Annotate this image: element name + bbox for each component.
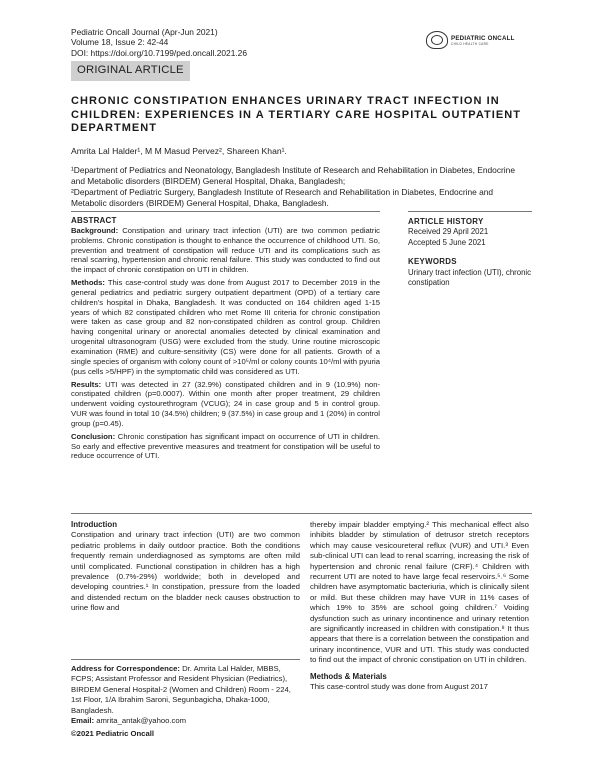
divider — [71, 211, 380, 212]
article-history-heading: ARTICLE HISTORY — [408, 217, 484, 226]
keywords-heading: KEYWORDS — [408, 257, 457, 267]
methods-body-text: This case-control study was done from August 2017 — [310, 682, 488, 692]
divider — [71, 513, 532, 514]
affiliation-1: ¹Department of Pediatrics and Neonatology, Bangladesh Institute of Research and Rehabilitation in Diabetes, Endocrine and Metabolic disorders (BIRDEM) General Hospital, Dhaka, Bangladesh; — [71, 165, 515, 186]
email-address[interactable]: amrita_antak@yahoo.com — [94, 716, 187, 726]
journal-logo — [426, 31, 515, 49]
abstract — [71, 216, 380, 464]
affiliations — [71, 165, 531, 209]
abstract-results — [71, 380, 380, 429]
correspondence-block — [71, 664, 300, 740]
abstract-background — [71, 226, 380, 275]
journal-header — [71, 27, 247, 58]
divider — [71, 659, 300, 660]
abstract-conclusion — [71, 432, 380, 462]
methods-heading: Methods & Materials — [310, 671, 387, 681]
conclusion-label: Conclusion: — [71, 431, 116, 441]
email-label: Email: — [71, 716, 95, 726]
methods-label: Methods: — [71, 278, 105, 288]
abstract-heading: ABSTRACT — [71, 216, 117, 225]
journal-doi[interactable]: DOI: https://doi.org/10.7199/ped.oncall.2021.26 — [71, 47, 247, 58]
divider — [408, 211, 532, 212]
logo-tagline: CHILD HEALTH CARE — [451, 41, 489, 46]
background-label: Background: — [71, 225, 119, 235]
results-label: Results: — [71, 379, 102, 389]
right-column-text: thereby impair bladder emptying.² This mechanical effect also inhibits bladder by stimulation of detrusor stretch receptors which may cause vesicoureteral reflux (VUR) and UTI.³ Even sub-clinical UTI can lead to renal scarring, increasing the risk of hypertension and chronic renal failure (CRF).⁴ Children with recurrent UTI are noted to have large fecal reservoirs.⁵˒⁶ Some children have asymptomatic bacteriuria, which is clinically silent or mild. But these children may have VUR in 11% cases of which 19% to 35% are school going children.⁷ Voiding dysfunction such as urinary incontinence and urinary retention are significantly increased in children with constipation.⁸ It thus appears that there is a correlation between the constipation and urinary incontinence, VUR and UTI. This study was conducted to find out the impact of chronic constipation on UTI in children. — [310, 520, 529, 665]
right-column — [310, 520, 529, 693]
correspondence-text: Dr. Amrita Lal Halder, MBBS, FCPS; Assistant Professor and Resident Physician (Pediatrics), BIRDEM General Hospital-2 (Women and Children) Room - 224, 1st Floor, 1/A Ibrahim Saroni, Segunbagicha, Dhaka-1000, Bangladesh. — [71, 664, 291, 715]
correspondence-label: Address for Correspondence: — [71, 664, 180, 673]
child-icon — [426, 31, 448, 49]
article-type-label: ORIGINAL ARTICLE — [71, 61, 190, 81]
conclusion-text: Chronic constipation has significant impact on occurrence of UTI in children. So early and effective preventive measures and treatment for constipation will be useful to reduce occurrence of UTI. — [71, 431, 380, 461]
received-date: Received 29 April 2021 — [408, 227, 489, 237]
background-text: Constipation and urinary tract infection (UTI) are two common pediatric problems. Chronic constipation is thought to enhance the occurrence of childhood UTI. So, prevention and treatment of constipation will reduce UTI and its complications such as renal scarring, hypertension and chronic renal failure. This study was conducted to find out the impact of chronic constipation on UTI in children. — [71, 225, 380, 275]
results-text: UTI was detected in 27 (32.9%) constipated children and in 9 (10.9%) non-constipated children (p=0.0007). Within one month after proper treatment, 29 children underwent voiding cystourethrogram (VCUG); 24 in case group and 5 in control group. VUR was found in total 10 (34.5%) children; 9 (37.5%) in case group and 1 (20%) in control group (p=0.45). — [71, 379, 380, 428]
article-title: CHRONIC CONSTIPATION ENHANCES URINARY TRACT INFECTION IN CHILDREN: EXPERIENCES IN A TERTIARY CARE HOSPITAL OUTPATIENT DEPARTMENT — [71, 95, 522, 135]
introduction-section — [71, 520, 300, 614]
journal-citation: Pediatric Oncall Journal (Apr-Jun 2021) — [71, 27, 218, 37]
abstract-methods — [71, 278, 380, 376]
correspondence-email — [71, 716, 300, 726]
accepted-date: Accepted 5 June 2021 — [408, 237, 486, 247]
affiliation-2: ²Department of Pediatric Surgery, Bangladesh Institute of Research and Rehabilitation in Diabetes, Endocrine and Metabolic disorders (BIRDEM) General Hospital, Dhaka, Bangladesh. — [71, 186, 494, 208]
introduction-heading: Introduction — [71, 520, 118, 529]
keywords-text: Urinary tract infection (UTI), chronic constipation — [408, 267, 532, 288]
methods-text: This case-control study was done from August 2017 to December 2019 in the general pediatrics and pediatric surgery outpatient department (OPD) of a tertiary care children's hospital in Dhaka, Bangladesh. It was conducted on 164 children aged 1-15 years of which 82 constipated children who met Rome III criteria for chronic constipation were taken as case group and 82 non-constipated children as control group. Children having congenital urinary or anorectal anomalies detected by clinical examination and urogenital ultrasonogram (USG) were excluded from the study. Urine routine microscopic examination (RME) and culture-sensitivity (CS) were done for all patients. Growth of a single species of organism with colony count of >10⁵/ml or colony counts 10⁴/ml with pyuria (pus cells >5/HPF) in the symptomatic child was considered as UTI. — [71, 278, 380, 376]
author-list: Amrita Lal Halder¹, M M Masud Pervez², Shareen Khan¹. — [71, 146, 287, 156]
article-sidebar — [408, 217, 538, 288]
correspondence-address — [71, 664, 300, 716]
copyright: ©2021 Pediatric Oncall — [71, 729, 155, 739]
journal-volume: Volume 18, Issue 2: 42-44 — [71, 37, 169, 48]
introduction-text: Constipation and urinary tract infection (UTI) are two common pediatric problems in daily outdoor practice. Both the conditions frequently remain underdiagnosed as symptoms are often mild until complicated. Functional constipation in children has a high prevalence (0.7%-29%) worldwide; both in developed and developing countries.¹ In constipation, pressure from the loaded and distended rectum on the bladder neck causes obstruction to urine flow and — [71, 530, 300, 613]
logo-name: PEDIATRIC ONCALL — [451, 34, 515, 42]
